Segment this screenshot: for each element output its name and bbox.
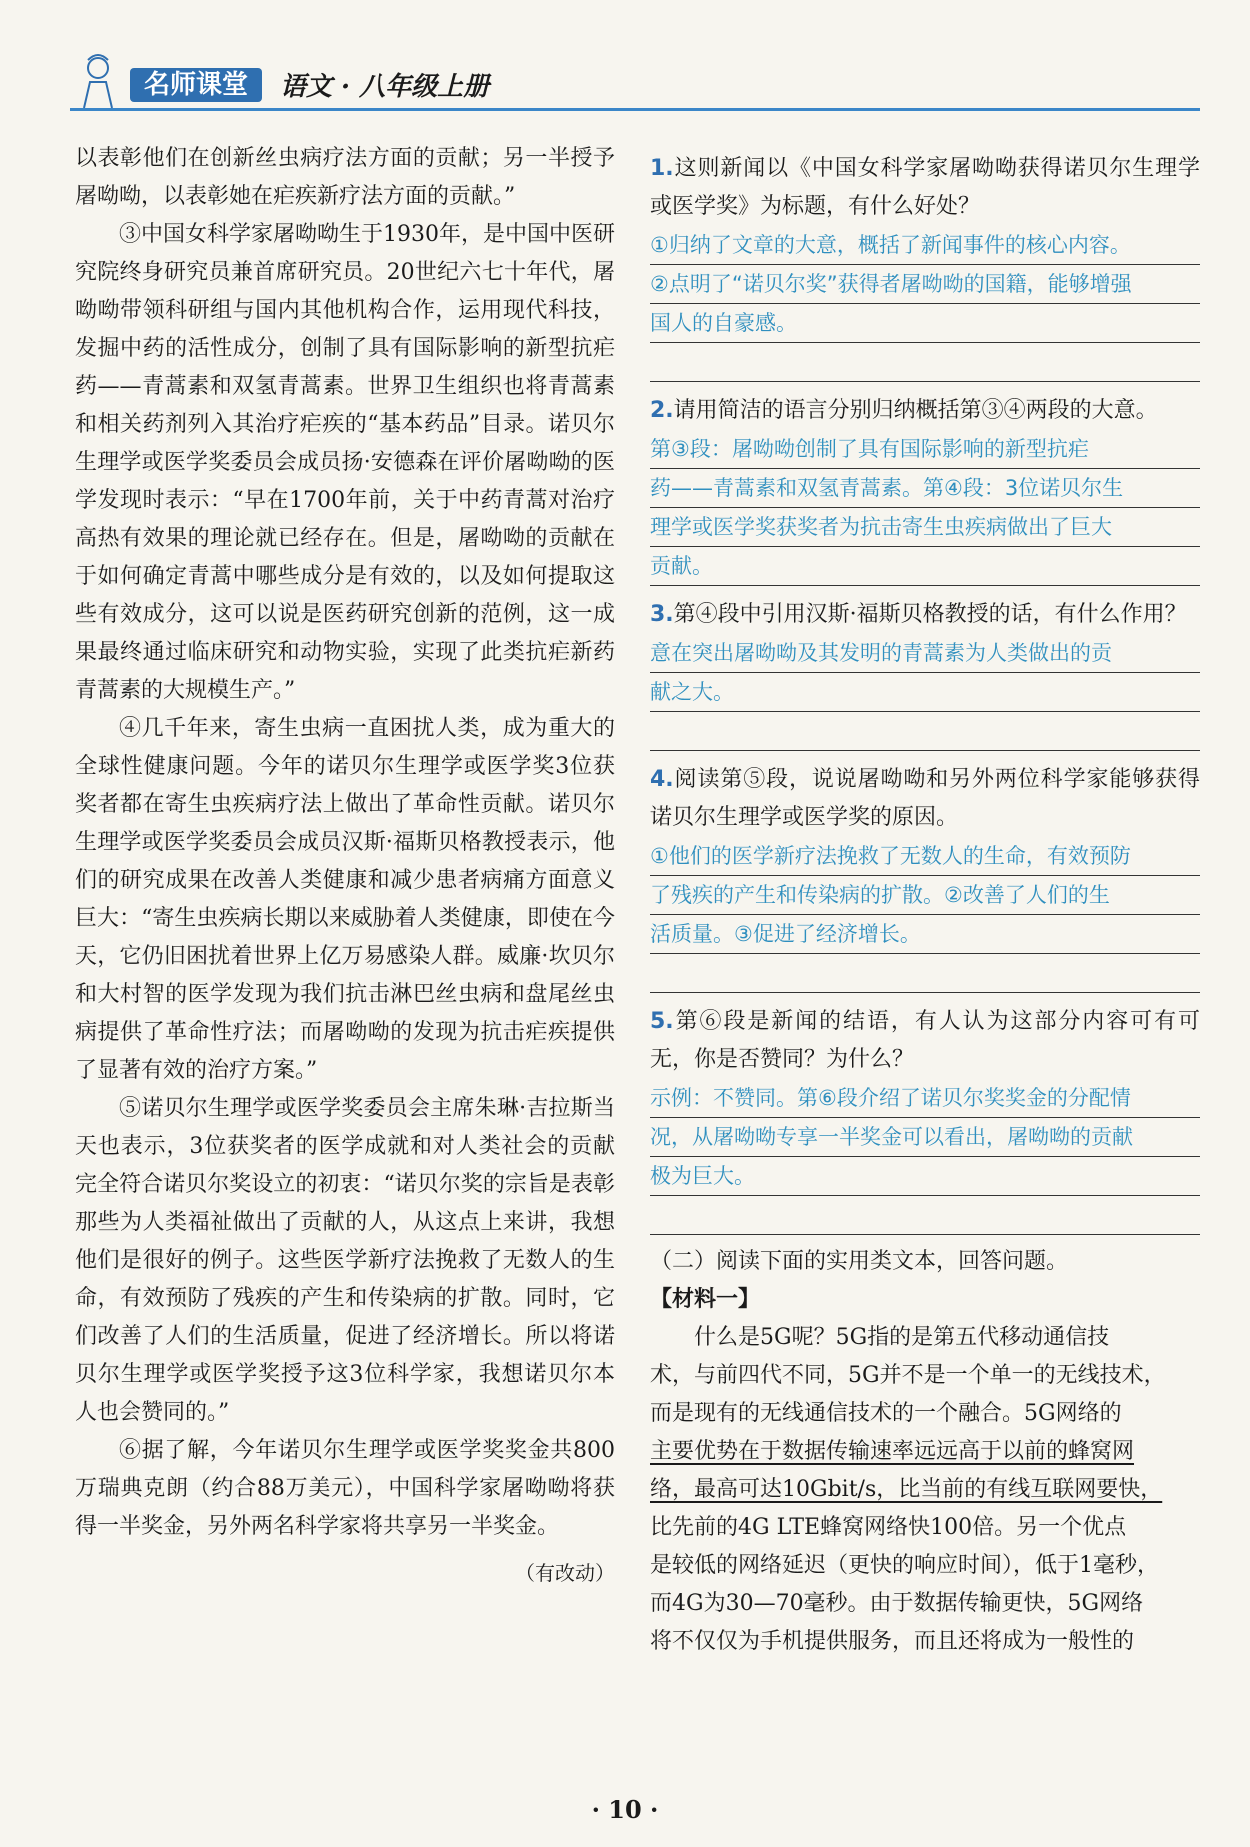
blank-line <box>650 1196 1200 1235</box>
question-text: 第⑥段是新闻的结语，有人认为这部分内容可有可无，你是否赞同？为什么？ <box>650 1009 1200 1072</box>
answer-line: 示例：不赞同。第⑥段介绍了诺贝尔奖奖金的分配情 <box>650 1079 1200 1118</box>
text-line: 比先前的4G LTE蜂窝网络快100倍。另一个优点 <box>650 1515 1127 1540</box>
answer-line: ②点明了“诺贝尔奖”获得者屠呦呦的国籍，能够增强 <box>650 265 1200 304</box>
question-3: 3.第④段中引用汉斯·福斯贝格教授的话，有什么作用？ 意在突出屠呦呦及其发明的青蒿素为人类做出的贡 献之大。 <box>650 596 1200 751</box>
answer-line: 献之大。 <box>650 673 1200 712</box>
section-intro: （二）阅读下面的实用类文本，回答问题。 <box>650 1249 1069 1274</box>
answer-line: 极为巨大。 <box>650 1157 1200 1196</box>
paragraph: ⑥据了解，今年诺贝尔生理学或医学奖奖金共800万瑞典克朗（约合88万美元），中国科学家屠呦呦将获得一半奖金，另外两名科学家将共享另一半奖金。 <box>75 1438 615 1539</box>
answer-line: 了残疾的产生和传染病的扩散。②改善了人们的生 <box>650 876 1200 915</box>
right-column <box>650 140 1200 1661</box>
text-line: 而4G为30—70毫秒。由于数据传输更快，5G网络 <box>650 1591 1144 1616</box>
blank-line <box>650 954 1200 993</box>
left-column <box>75 140 615 1592</box>
question-text: 阅读第⑤段，说说屠呦呦和另外两位科学家能够获得诺贝尔生理学或医学奖的原因。 <box>650 767 1200 830</box>
answer-line: 况，从屠呦呦专享一半奖金可以看出，屠呦呦的贡献 <box>650 1118 1200 1157</box>
material-heading: 【材料一】 <box>650 1287 761 1312</box>
brand-title: 名师课堂 <box>130 68 262 102</box>
revision-note: （有改动） <box>515 1561 615 1585</box>
paragraph: 以表彰他们在创新丝虫病疗法方面的贡献；另一半授予屠呦呦，以表彰她在疟疾新疗法方面的贡献。” <box>75 146 615 209</box>
paragraph: ③中国女科学家屠呦呦生于1930年，是中国中医研究院终身研究员兼首席研究员。20世纪六七十年代，屠呦呦带领科研组与国内其他机构合作，运用现代科技，发掘中药的活性成分，创制了具有国际影响的新型抗疟药——青蒿素和双氢青蒿素。世界卫生组织也将青蒿素和相关药剂列入其治疗疟疾的“基本药品”目录。诺贝尔生理学或医学奖委员会成员扬·安德森在评价屠呦呦的医学发现时表示：“早在1700年前，关于中药青蒿对治疗高热有效果的理论就已经存在。但是，屠呦呦的贡献在于如何确定青蒿中哪些成分是有效的，以及如何提取这些有效成分，这可以说是医药研究创新的范例，这一成果最终通过临床研究和动物实验，实现了此类抗疟新药青蒿素的大规模生产。” <box>75 222 615 703</box>
text-line: 而是现有的无线通信技术的一个融合。5G网络的 <box>650 1401 1122 1426</box>
answer-line: 理学或医学奖获奖者为抗击寄生虫疾病做出了巨大 <box>650 508 1200 547</box>
teacher-figure-icon <box>70 50 130 110</box>
text-line: 术，与前四代不同，5G并不是一个单一的无线技术， <box>650 1363 1166 1388</box>
paragraph: ⑤诺贝尔生理学或医学奖委员会主席朱琳·吉拉斯当天也表示，3位获奖者的医学成就和对人类社会的贡献完全符合诺贝尔奖设立的初衷：“诺贝尔奖的宗旨是表彰那些为人类福祉做出了贡献的人，从这点上来讲，我想他们是很好的例子。这些医学新疗法挽救了无数人的生命，有效预防了残疾的产生和传染病的扩散。同时，它们改善了人们的生活质量，促进了经济增长。所以将诺贝尔生理学或医学奖授予这3位科学家，我想诺贝尔本人也会赞同的。” <box>75 1096 615 1425</box>
answer-line: 贡献。 <box>650 547 1200 586</box>
answer-line: 药——青蒿素和双氢青蒿素。第④段：3位诺贝尔生 <box>650 469 1200 508</box>
header-divider <box>70 108 1200 111</box>
answer-line: ①归纳了文章的大意，概括了新闻事件的核心内容。 <box>650 226 1200 265</box>
page-header <box>70 40 1200 110</box>
question-4: 4.阅读第⑤段，说说屠呦呦和另外两位科学家能够获得诺贝尔生理学或医学奖的原因。 ①他们的医学新疗法挽救了无数人的生命，有效预防 了残疾的产生和传染病的扩散。②改善了人们的生 活质量。③促进了经济增长。 <box>650 761 1200 993</box>
answer-line: 意在突出屠呦呦及其发明的青蒿素为人类做出的贡 <box>650 634 1200 673</box>
text-line: 络，最高可达10Gbit/s，比当前的有线互联网要快， <box>650 1477 1163 1502</box>
question-text: 这则新闻以《中国女科学家屠呦呦获得诺贝尔生理学或医学奖》为标题，有什么好处？ <box>650 156 1200 219</box>
question-text: 第④段中引用汉斯·福斯贝格教授的话，有什么作用？ <box>673 602 1187 627</box>
answer-line: 第③段：屠呦呦创制了具有国际影响的新型抗疟 <box>650 430 1200 469</box>
blank-line <box>650 343 1200 382</box>
question-text: 请用简洁的语言分别归纳概括第③④两段的大意。 <box>673 398 1158 423</box>
question-2: 2.请用简洁的语言分别归纳概括第③④两段的大意。 第③段：屠呦呦创制了具有国际影响的新型抗疟 药——青蒿素和双氢青蒿素。第④段：3位诺贝尔生 理学或医学奖获奖者为抗击寄生虫疾病做出了巨大 贡献。 <box>650 392 1200 586</box>
question-1: 1.这则新闻以《中国女科学家屠呦呦获得诺贝尔生理学或医学奖》为标题，有什么好处？ ①归纳了文章的大意，概括了新闻事件的核心内容。 ②点明了“诺贝尔奖”获得者屠呦呦的国籍，能够增强 国人的自豪感。 <box>650 150 1200 382</box>
question-5: 5.第⑥段是新闻的结语，有人认为这部分内容可有可无，你是否赞同？为什么？ 示例：不赞同。第⑥段介绍了诺贝尔奖奖金的分配情 况，从屠呦呦专享一半奖金可以看出，屠呦呦的贡献 极为巨大。 <box>650 1003 1200 1235</box>
text-line: 主要优势在于数据传输速率远远高于以前的蜂窝网 <box>650 1439 1135 1464</box>
text-line: 将不仅仅为手机提供服务，而且还将成为一般性的 <box>650 1629 1135 1654</box>
blank-line <box>650 712 1200 751</box>
book-subtitle: 语文 · 八年级上册 <box>280 72 490 102</box>
paragraph: ④几千年来，寄生虫病一直困扰人类，成为重大的全球性健康问题。今年的诺贝尔生理学或医学奖3位获奖者都在寄生虫疾病疗法上做出了革命性贡献。诺贝尔生理学或医学奖委员会成员汉斯·福斯贝格教授表示，他们的研究成果在改善人类健康和减少患者病痛方面意义巨大：“寄生虫疾病长期以来威胁着人类健康，即使在今天，它仍旧困扰着世界上亿万易感染人群。威廉·坎贝尔和大村智的医学发现为我们抗击淋巴丝虫病和盘尾丝虫病提供了革命性疗法；而屠呦呦的发现为抗击疟疾提供了显著有效的治疗方案。” <box>75 716 615 1083</box>
answer-line: ①他们的医学新疗法挽救了无数人的生命，有效预防 <box>650 837 1200 876</box>
text-line: 是较低的网络延迟（更快的响应时间），低于1毫秒， <box>650 1553 1159 1578</box>
page-number: · 10 · <box>591 1795 659 1824</box>
answer-line: 国人的自豪感。 <box>650 304 1200 343</box>
text-line: 什么是5G呢？5G指的是第五代移动通信技 <box>694 1325 1110 1350</box>
answer-line: 活质量。③促进了经济增长。 <box>650 915 1200 954</box>
